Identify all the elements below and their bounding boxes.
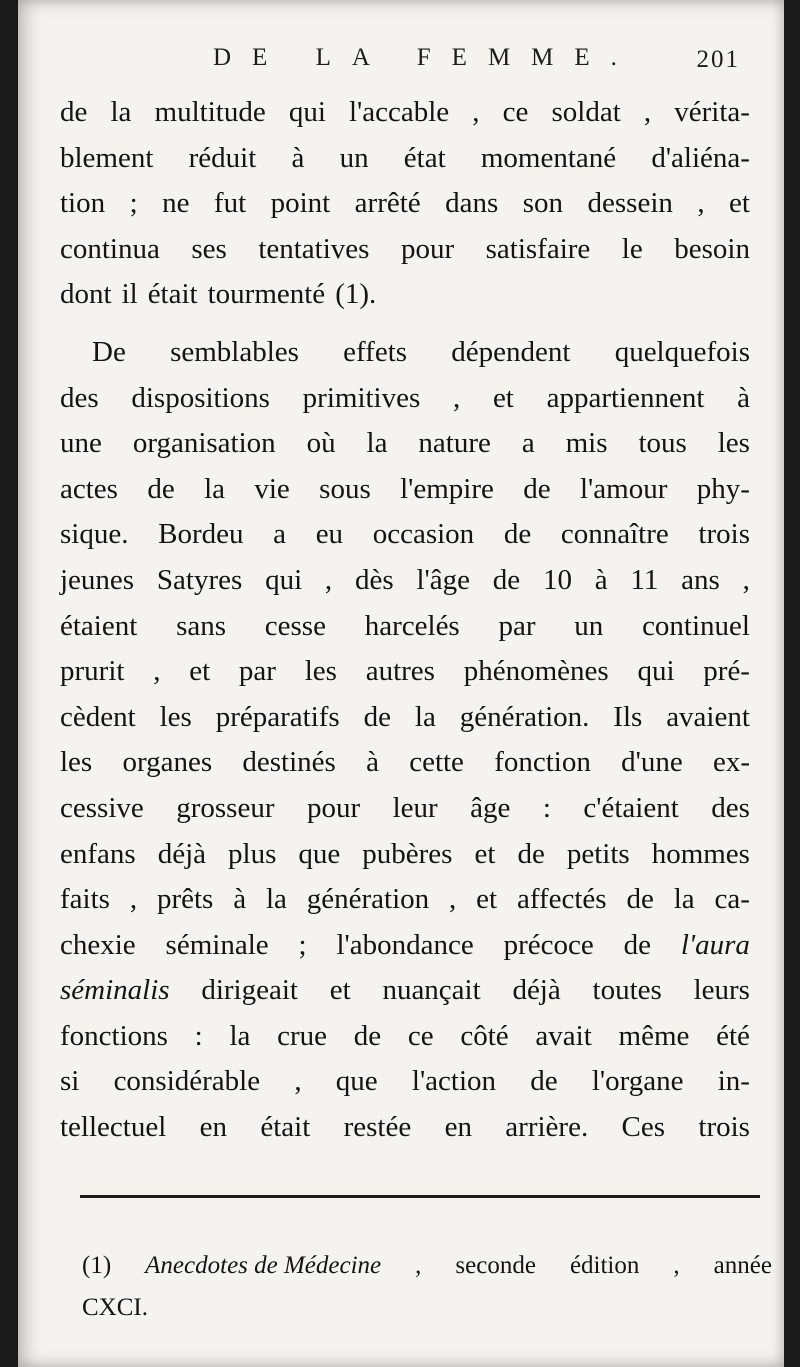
text-line: De semblables effets dépendent quelquefois	[92, 335, 750, 368]
text-line: actes de la vie sous l'empire de l'amour phy-	[60, 472, 750, 505]
text-line: prurit , et par les autres phénomènes qui pré-	[60, 655, 750, 688]
text-line: chexie séminale ; l'abondance précoce de l'aura	[60, 928, 750, 961]
text-line: fonctions : la crue de ce côté avait même été	[60, 1019, 750, 1052]
text-line: blement réduit à un état momentané d'aliéna-	[60, 141, 750, 174]
paragraph-gap	[60, 318, 750, 330]
text-line: des dispositions primitives , et appartiennent à	[60, 381, 750, 414]
footnote	[82, 1245, 772, 1329]
footnote-line: (1) Anecdotes de Médecine , seconde édition , année	[82, 1252, 772, 1279]
footnote-line: CXCI.	[82, 1294, 148, 1321]
text-line: faits , prêts à la génération , et affectés de la ca-	[60, 883, 750, 916]
text-line: si considérable , que l'action de l'organe in-	[60, 1065, 750, 1098]
text-line: continua ses tentatives pour satisfaire le besoin	[60, 232, 750, 265]
body-text	[60, 90, 750, 1151]
page-number: 201	[696, 46, 740, 73]
running-head	[18, 40, 784, 80]
text-line: cessive grosseur pour leur âge : c'étaient des	[60, 791, 750, 824]
text-line: tellectuel en était restée en arrière. Ces trois	[60, 1111, 750, 1144]
text-line: une organisation où la nature a mis tous les	[60, 427, 750, 460]
text-line: de la multitude qui l'accable , ce soldat , vérita-	[60, 96, 750, 128]
text-line: séminalis dirigeait et nuançait déjà toutes leurs	[60, 974, 750, 1007]
running-title: DE LA FEMME.	[213, 44, 638, 71]
text-line: jeunes Satyres qui , dès l'âge de 10 à 11 ans ,	[60, 563, 750, 596]
book-page	[18, 0, 784, 1367]
text-line: cèdent les préparatifs de la génération. Ils avaient	[60, 700, 750, 733]
text-line: étaient sans cesse harcelés par un continuel	[60, 609, 750, 642]
text-line: enfans déjà plus que pubères et de petits hommes	[60, 837, 750, 870]
text-line: sique. Bordeu a eu occasion de connaître trois	[60, 518, 750, 551]
text-line: les organes destinés à cette fonction d'une ex-	[60, 746, 750, 779]
footnote-rule	[80, 1195, 760, 1198]
text-line: tion ; ne fut point arrêté dans son dessein , et	[60, 187, 750, 220]
text-line: dont il était tourmenté (1).	[60, 278, 377, 311]
